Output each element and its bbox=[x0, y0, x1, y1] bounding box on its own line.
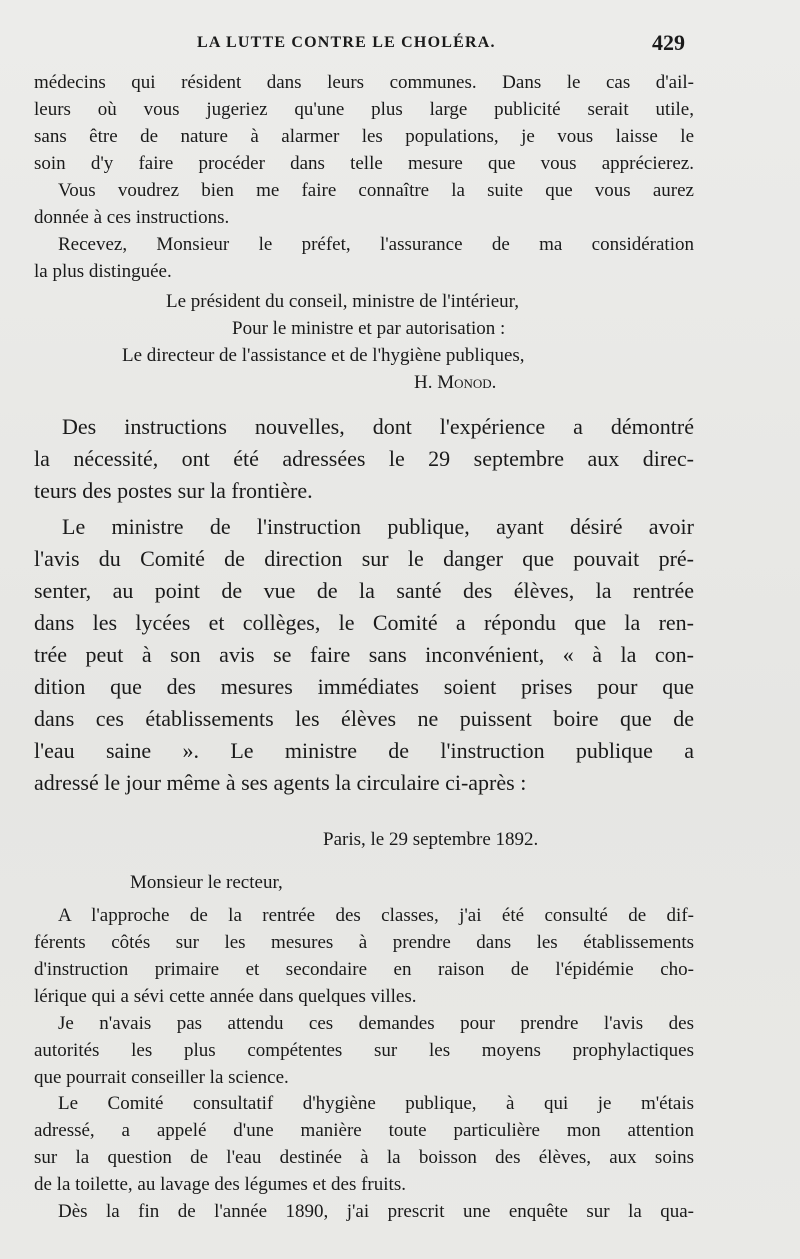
text-line: l'eau saine ». Le ministre de l'instruction publique a bbox=[34, 738, 694, 763]
text-line: Le Comité consultatif d'hygiène publique, à qui je m'étais bbox=[58, 1093, 694, 1114]
text-line: la nécessité, ont été adressées le 29 septembre aux direc- bbox=[34, 446, 694, 471]
text-line: sur la question de l'eau destinée à la boisson des élèves, aux soins bbox=[34, 1147, 694, 1168]
page-header bbox=[0, 30, 800, 58]
paragraph-1 bbox=[34, 69, 694, 177]
paragraph-3 bbox=[34, 231, 694, 285]
text-line: férents côtés sur les mesures à prendre dans les établissements bbox=[34, 932, 694, 953]
text-line: d'instruction primaire et secondaire en raison de l'épidémie cho- bbox=[34, 959, 694, 980]
text-line: soin d'y faire procéder dans telle mesure que vous apprécierez. bbox=[34, 153, 694, 174]
text-line: Recevez, Monsieur le préfet, l'assurance de ma considération bbox=[58, 234, 694, 255]
text-line: dans ces établissements les élèves ne puissent boire que de bbox=[34, 706, 694, 731]
signature-line-2: Pour le ministre et par autorisation : bbox=[232, 318, 506, 339]
paragraph-4 bbox=[34, 411, 694, 507]
text-line: Le ministre de l'instruction publique, ayant désiré avoir bbox=[62, 514, 694, 539]
text-line: dition que des mesures immédiates soient prises pour que bbox=[34, 674, 694, 699]
text-line: Je n'avais pas attendu ces demandes pour prendre l'avis des bbox=[58, 1013, 694, 1034]
signature-name: H. Monod. bbox=[414, 372, 497, 393]
text-line: Vous voudrez bien me faire connaître la suite que vous aurez bbox=[58, 180, 694, 201]
text-line: teurs des postes sur la frontière. bbox=[34, 478, 313, 503]
text-line: senter, au point de vue de la santé des élèves, la rentrée bbox=[34, 578, 694, 603]
text-line: adressé le jour même à ses agents la circulaire ci-après : bbox=[34, 770, 527, 795]
running-title: LA LUTTE CONTRE LE CHOLÉRA. bbox=[197, 34, 496, 51]
text-line: lérique qui a sévi cette année dans quelques villes. bbox=[34, 986, 417, 1007]
text-line: A l'approche de la rentrée des classes, j'ai été consulté de dif- bbox=[58, 905, 694, 926]
text-line: dans les lycées et collèges, le Comité a répondu que la ren- bbox=[34, 610, 694, 635]
text-line: leurs où vous jugeriez qu'une plus large publicité serait utile, bbox=[34, 99, 694, 120]
text-line: médecins qui résident dans leurs communes. Dans le cas d'ail- bbox=[34, 72, 694, 93]
text-line: autorités les plus compétentes sur les moyens prophylactiques bbox=[34, 1040, 694, 1061]
text-line: sans être de nature à alarmer les populations, je vous laisse le bbox=[34, 126, 694, 147]
text-line: Dès la fin de l'année 1890, j'ai prescrit une enquête sur la qua- bbox=[58, 1201, 694, 1222]
paragraph-8 bbox=[34, 1090, 694, 1198]
signature-line-3: Le directeur de l'assistance et de l'hygiène publiques, bbox=[122, 345, 525, 366]
text-line: de la toilette, au lavage des légumes et des fruits. bbox=[34, 1174, 406, 1195]
text-line: donnée à ces instructions. bbox=[34, 207, 230, 228]
paragraph-6 bbox=[34, 902, 694, 1010]
text-line: Des instructions nouvelles, dont l'expérience a démontré bbox=[62, 414, 694, 439]
signature-line-1: Le président du conseil, ministre de l'intérieur, bbox=[166, 291, 520, 312]
page-number: 429 bbox=[652, 30, 685, 55]
paragraph-2 bbox=[34, 177, 694, 231]
salutation: Monsieur le recteur, bbox=[130, 872, 283, 893]
text-line: que pourrait conseiller la science. bbox=[34, 1067, 289, 1088]
text-line: l'avis du Comité de direction sur le danger que pouvait pré- bbox=[34, 546, 694, 571]
paragraph-5 bbox=[34, 511, 694, 799]
dateline: Paris, le 29 septembre 1892. bbox=[323, 829, 539, 850]
text-line: adressé, a appelé d'une manière toute particulière mon attention bbox=[34, 1120, 694, 1141]
text-line: trée peut à son avis se faire sans inconvénient, « à la con- bbox=[34, 642, 694, 667]
paragraph-9 bbox=[34, 1198, 694, 1225]
paragraph-7 bbox=[34, 1010, 694, 1091]
text-line: la plus distinguée. bbox=[34, 261, 172, 282]
